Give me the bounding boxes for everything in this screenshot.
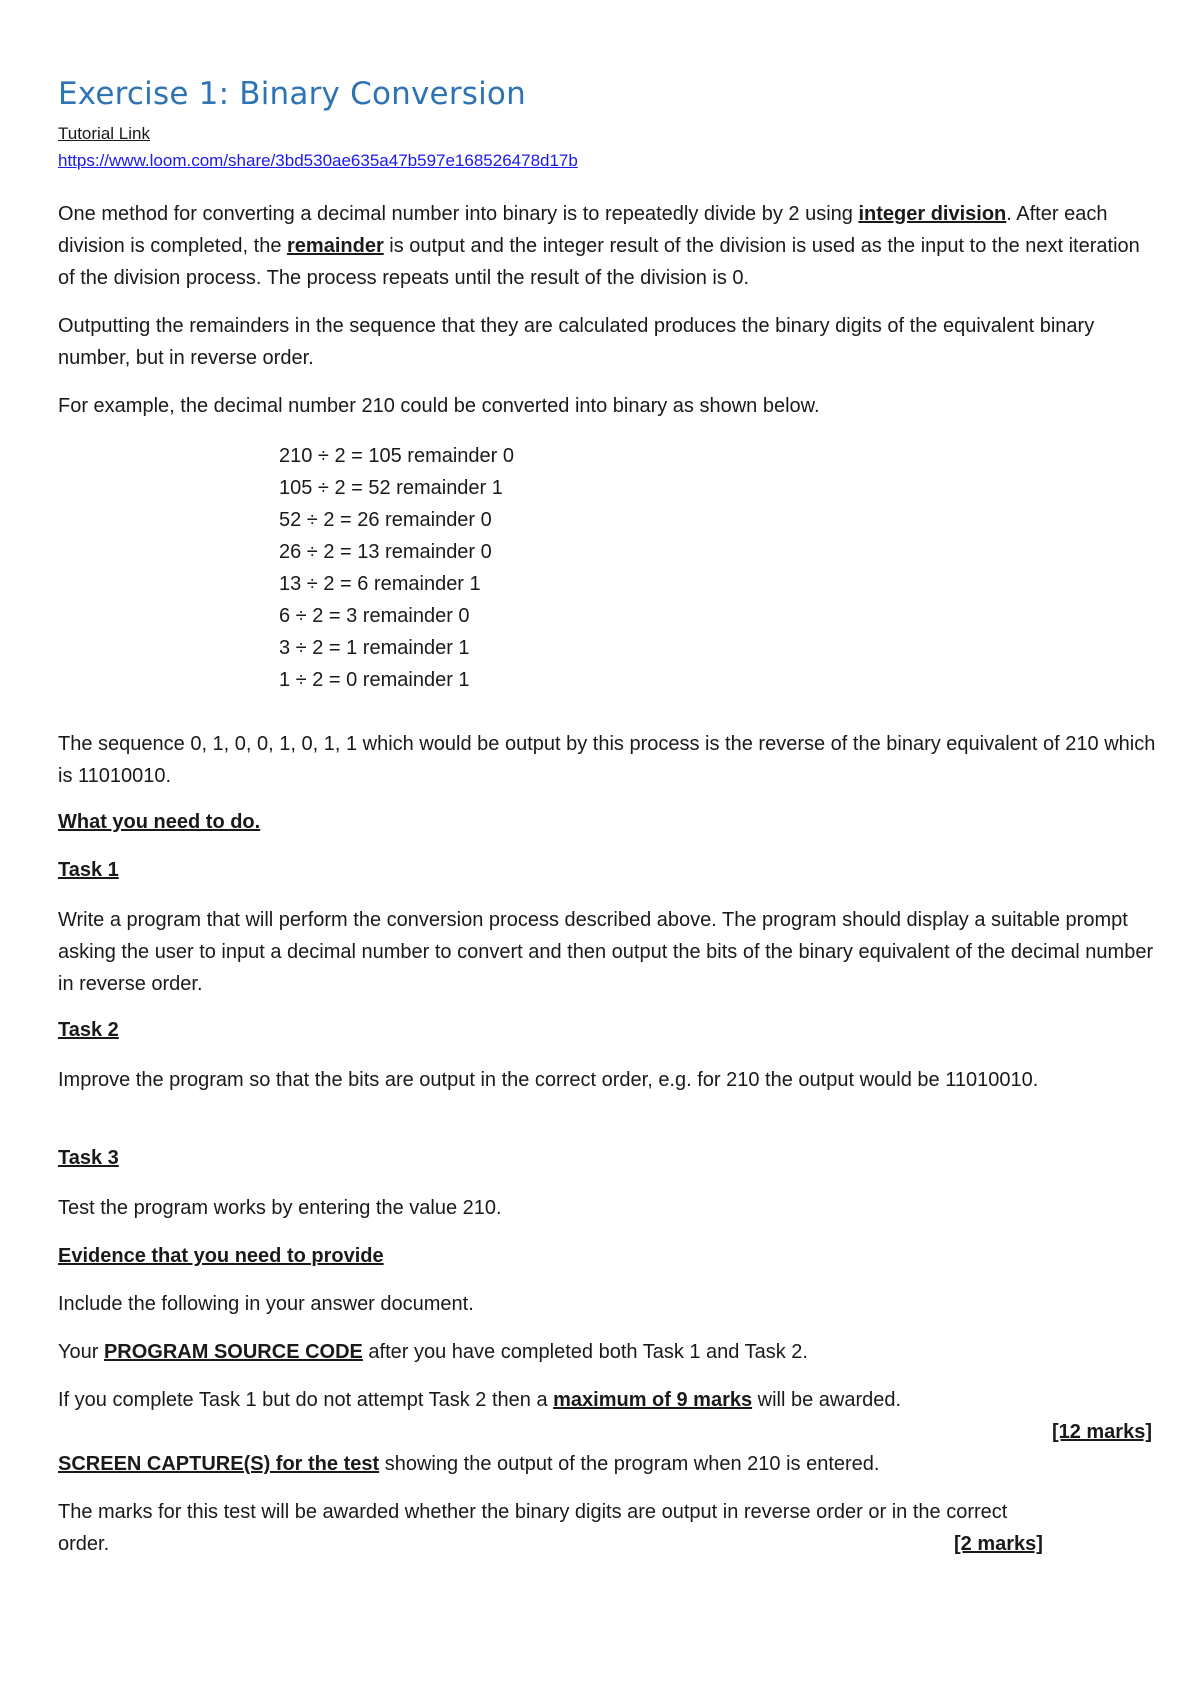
- evidence-text: If you complete Task 1 but do not attempt Task 2 then a: [58, 1389, 554, 1411]
- evidence-text: Your: [58, 1341, 104, 1363]
- intro-text: . After each division is completed, the: [58, 203, 1108, 257]
- intro-text: One method for converting a decimal number into binary is to repeatedly divide by 2 using: [58, 203, 859, 225]
- division-step: 13 ÷ 2 = 6 remainder 1: [279, 573, 481, 595]
- evidence-heading: Evidence that you need to provide: [58, 1245, 384, 1267]
- tutorial-link[interactable]: https://www.loom.com/share/3bd530ae635a47b597e168526478d17b: [58, 151, 578, 170]
- evidence-final-line-1: The marks for this test will be awarded whether the binary digits are output in reverse order or in the correct: [58, 1501, 1008, 1523]
- division-step: 105 ÷ 2 = 52 remainder 1: [279, 477, 503, 499]
- task-3-heading: Task 3: [58, 1147, 119, 1169]
- intro-text: is output and the integer result of the division is used as the input to the next iteration of the division process. The process repeats until the result of the division is 0.: [58, 235, 1140, 289]
- division-step: 6 ÷ 2 = 3 remainder 0: [279, 605, 470, 627]
- task-2-heading: Task 2: [58, 1019, 119, 1041]
- division-step: 52 ÷ 2 = 26 remainder 0: [279, 509, 492, 531]
- page-title: Exercise 1: Binary Conversion: [58, 76, 526, 112]
- evidence-text: after you have completed both Task 1 and Task 2.: [362, 1341, 808, 1363]
- evidence-screen-capture-line: [58, 1448, 1158, 1480]
- task-1-text: Write a program that will perform the conversion process described above. The program should display a suitable prompt asking the user to input a decimal number to convert and then output the bits of the binary equivalent of the decimal number in reverse order.: [58, 909, 1154, 995]
- evidence-max-marks-line: [58, 1384, 1158, 1416]
- task-1-heading: Task 1: [58, 859, 119, 881]
- division-steps-list: [279, 440, 514, 696]
- term-integer-division: integer division: [858, 203, 1007, 225]
- sequence-paragraph: The sequence 0, 1, 0, 0, 1, 0, 1, 1 which would be output by this process is the reverse of the binary equivalent of 210 which is 11010010.: [58, 733, 1156, 787]
- task-2-text: Improve the program so that the bits are output in the correct order, e.g. for 210 the output would be 11010010.: [58, 1069, 1039, 1091]
- term-remainder: remainder: [287, 235, 384, 257]
- marks-badge-2: [2 marks]: [954, 1533, 1043, 1555]
- task-3-text: Test the program works by entering the value 210.: [58, 1197, 502, 1219]
- evidence-text: will be awarded.: [752, 1389, 902, 1411]
- marks-badge-12: [12 marks]: [1051, 1421, 1152, 1443]
- intro-paragraph-3: For example, the decimal number 210 could be converted into binary as shown below.: [58, 395, 820, 417]
- division-step: 1 ÷ 2 = 0 remainder 1: [279, 669, 470, 691]
- evidence-include-text: Include the following in your answer document.: [58, 1293, 474, 1315]
- evidence-final-line-2: order.: [58, 1533, 110, 1555]
- evidence-text: showing the output of the program when 210 is entered.: [379, 1453, 880, 1475]
- term-maximum-marks: maximum of 9 marks: [553, 1389, 753, 1411]
- term-screen-capture: SCREEN CAPTURE(S) for the test: [58, 1453, 380, 1475]
- division-step: 3 ÷ 2 = 1 remainder 1: [279, 637, 470, 659]
- intro-paragraph-1: [58, 198, 1158, 294]
- what-you-need-heading: What you need to do.: [58, 811, 261, 833]
- division-step: 26 ÷ 2 = 13 remainder 0: [279, 541, 492, 563]
- division-step: 210 ÷ 2 = 105 remainder 0: [279, 445, 515, 467]
- evidence-source-code-line: [58, 1336, 1158, 1368]
- tutorial-link-label: Tutorial Link: [58, 124, 150, 143]
- intro-paragraph-2: Outputting the remainders in the sequence that they are calculated produces the binary digits of the equivalent binary number, but in reverse order.: [58, 315, 1095, 369]
- term-program-source-code: PROGRAM SOURCE CODE: [103, 1341, 363, 1363]
